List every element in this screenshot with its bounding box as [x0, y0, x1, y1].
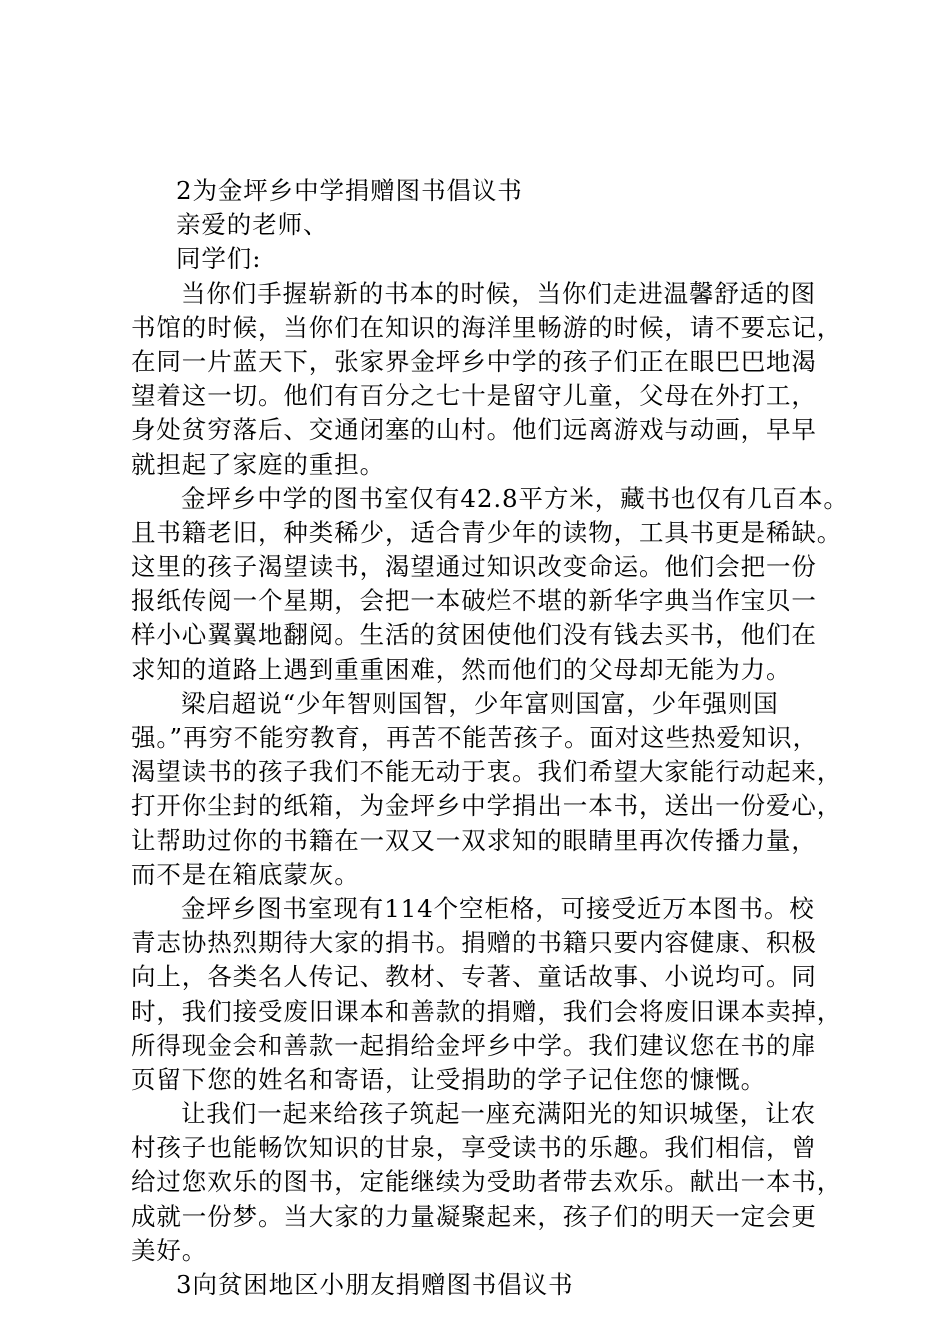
- paragraph-line: 打开你尘封的纸箱，为金坪乡中学捐出一本书，送出一份爱心，: [131, 791, 843, 821]
- paragraph-line: 所得现金会和善款一起捐给金坪乡中学。我们建议您在书的扉: [131, 1030, 817, 1060]
- paragraph-line: 就担起了家庭的重担。: [131, 449, 385, 479]
- paragraph-line: 村孩子也能畅饮知识的甘泉，享受读书的乐趣。我们相信，曾: [131, 1133, 817, 1163]
- salutation-line-2: 同学们:: [176, 244, 262, 274]
- paragraph-2: [131, 482, 853, 687]
- paragraph-line: 强。”再穷不能穷教育，再苦不能苦孩子。面对这些热爱知识，: [131, 723, 818, 752]
- paragraph-line: 让我们一起来给孩子筑起一座充满阳光的知识城堡，让农: [181, 1099, 816, 1129]
- paragraph-line: 时，我们接受废旧课本和善款的捐赠，我们会将废旧课本卖掉，: [131, 996, 843, 1026]
- paragraph-line: 望着这一切。他们有百分之七十是留守儿童，父母在外打工，: [131, 381, 817, 411]
- paragraph-4: [131, 892, 853, 1097]
- paragraph-1: [131, 277, 853, 482]
- paragraph-3: [131, 687, 853, 892]
- paragraph-line: 成就一份梦。当大家的力量凝聚起来，孩子们的明天一定会更: [131, 1201, 817, 1231]
- paragraph-line: 梁启超说“少年智则国智，少年富则国富，少年强则国: [181, 688, 779, 718]
- paragraph-line: 报纸传阅一个星期，会把一本破烂不堪的新华字典当作宝贝一: [131, 586, 817, 616]
- paragraph-line: 求知的道路上遇到重重困难，然而他们的父母却无能为力。: [131, 654, 792, 684]
- section-2-heading: 2为金坪乡中学捐赠图书倡议书: [176, 176, 523, 205]
- paragraph-line: 向上，各类名人传记、教材、专著、童话故事、小说均可。同: [131, 962, 817, 992]
- paragraph-line: 金坪乡中学的图书室仅有42.8平方米，藏书也仅有几百本。: [181, 483, 849, 513]
- paragraph-line: 金坪乡图书室现有114个空柜格，可接受近万本图书。校: [181, 893, 815, 923]
- paragraph-line: 而不是在箱底蒙灰。: [131, 859, 360, 889]
- paragraph-line: 且书籍老旧，种类稀少，适合青少年的读物，工具书更是稀缺。: [131, 517, 843, 547]
- paragraph-line: 渴望读书的孩子我们不能无动于衷。我们希望大家能行动起来，: [131, 757, 843, 787]
- paragraph-5: [131, 1097, 853, 1268]
- salutation-line-1: 亲爱的老师、: [176, 210, 329, 240]
- document-body: [131, 174, 853, 1302]
- paragraph-line: 在同一片蓝天下，张家界金坪乡中学的孩子们正在眼巴巴地渴: [131, 346, 817, 376]
- paragraph-line: 样小心翼翼地翻阅。生活的贫困使他们没有钱去买书，他们在: [131, 620, 817, 650]
- paragraph-line: 页留下您的姓名和寄语，让受捐助的学子记住您的慷慨。: [131, 1064, 766, 1094]
- paragraph-line: 给过您欢乐的图书，定能继续为受助者带去欢乐。献出一本书，: [131, 1167, 843, 1197]
- paragraph-line: 青志协热烈期待大家的捐书。捐赠的书籍只要内容健康、积极: [131, 928, 817, 958]
- paragraph-line: 书馆的时候，当你们在知识的海洋里畅游的时候，请不要忘记，: [131, 312, 843, 342]
- paragraph-line: 让帮助过你的书籍在一双又一双求知的眼睛里再次传播力量，: [131, 825, 817, 855]
- paragraph-line: 身处贫穷落后、交通闭塞的山村。他们远离游戏与动画，早早: [131, 415, 817, 445]
- paragraph-line: 美好。: [131, 1235, 208, 1265]
- section-3-heading: 3向贫困地区小朋友捐赠图书倡议书: [176, 1270, 574, 1299]
- paragraph-line: 这里的孩子渴望读书，渴望通过知识改变命运。他们会把一份: [131, 552, 817, 582]
- paragraph-line: 当你们手握崭新的书本的时候，当你们走进温馨舒适的图: [181, 278, 816, 308]
